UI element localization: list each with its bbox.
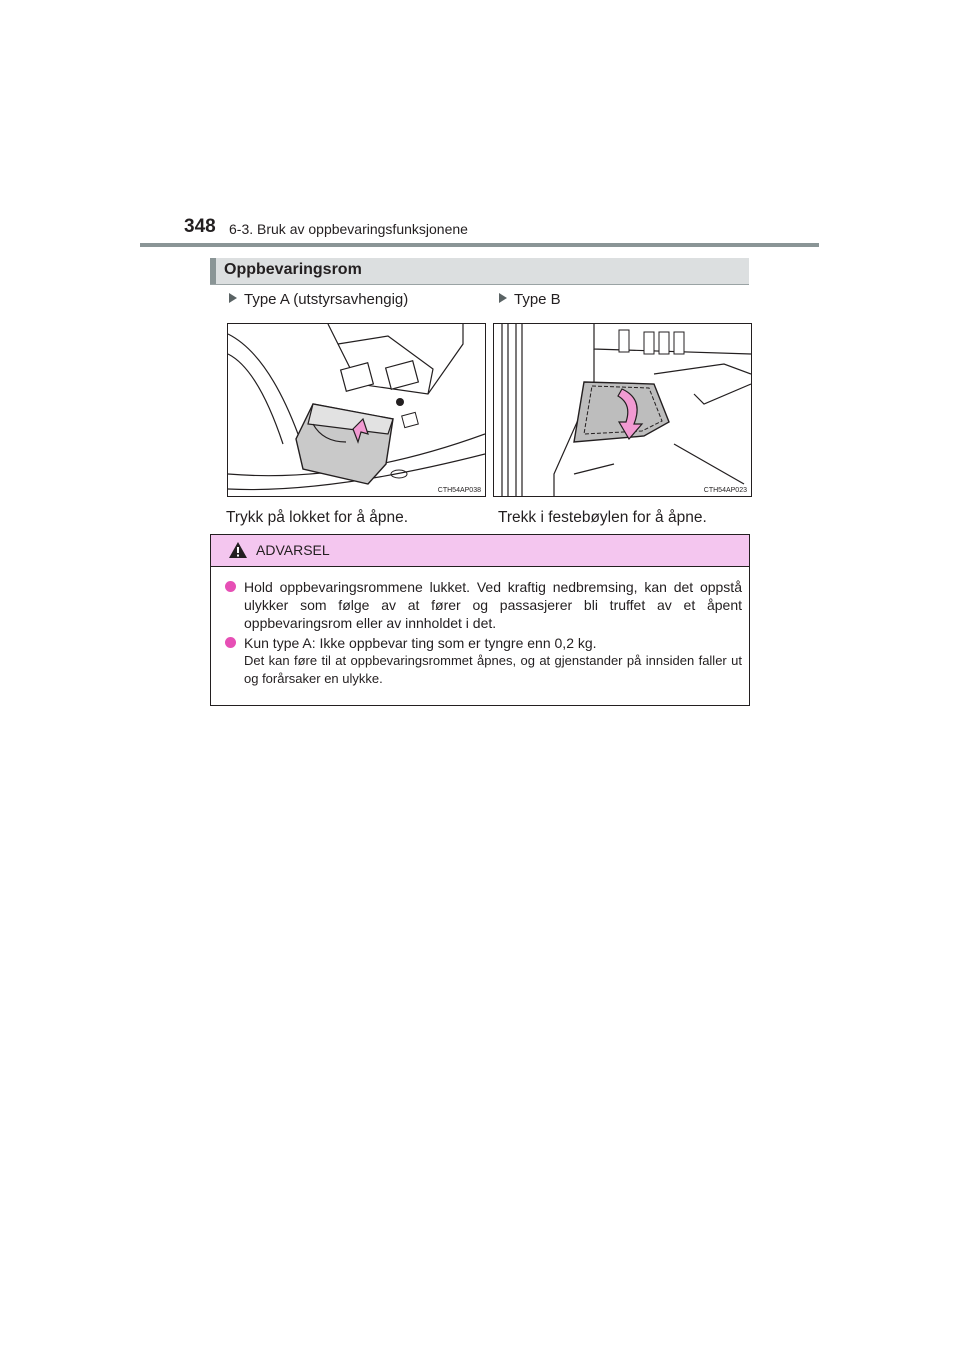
warning-item — [244, 578, 742, 632]
caption-type-b: Trekk i festebøylen for å åpne. — [498, 509, 707, 526]
warning-box — [210, 534, 750, 706]
bullet-icon — [225, 637, 236, 648]
bullet-icon — [225, 581, 236, 592]
page-number: 348 — [184, 216, 216, 237]
warning-item-text: Hold oppbevaringsrommene lukket. Ved kraftig nedbremsing, kan det oppstå ulykker som følge av at fører og passasjerer bli truffet av et åpent oppbevaringsrom eller av innholdet i det. — [244, 579, 742, 631]
chapter-title: 6-3. Bruk av oppbevaringsfunksjonene — [229, 221, 468, 237]
section-heading-bar — [210, 258, 749, 285]
overhead-console-illustration — [228, 324, 485, 496]
warning-header — [211, 535, 749, 567]
section-title: Oppbevaringsrom — [224, 261, 362, 278]
warning-item-text: Kun type A: Ikke oppbevar ting som er tyngre enn 0,2 kg. — [244, 635, 597, 651]
section-accent — [210, 258, 216, 284]
dashboard-storage-illustration — [494, 324, 751, 496]
type-b-label — [499, 291, 561, 308]
type-a-label — [229, 291, 408, 308]
figure-code: CTH54AP023 — [703, 487, 747, 494]
triangle-bullet-icon — [499, 293, 507, 303]
triangle-bullet-icon — [229, 293, 237, 303]
figure-code: CTH54AP038 — [437, 487, 481, 494]
figure-type-a — [227, 323, 486, 497]
caption-type-a: Trykk på lokket for å åpne. — [226, 509, 409, 526]
header-divider — [140, 243, 819, 247]
type-a-label-text: Type A (utstyrsavhengig) — [244, 291, 409, 308]
warning-triangle-icon — [228, 541, 248, 559]
warning-title: ADVARSEL — [256, 542, 330, 558]
figure-type-b — [493, 323, 752, 497]
warning-item — [244, 634, 742, 688]
warning-item-detail: Det kan føre til at oppbevaringsrommet åpnes, og at gjenstander på innsiden faller ut og forårsaker en ulykke. — [244, 653, 742, 686]
type-b-label-text: Type B — [514, 291, 561, 308]
